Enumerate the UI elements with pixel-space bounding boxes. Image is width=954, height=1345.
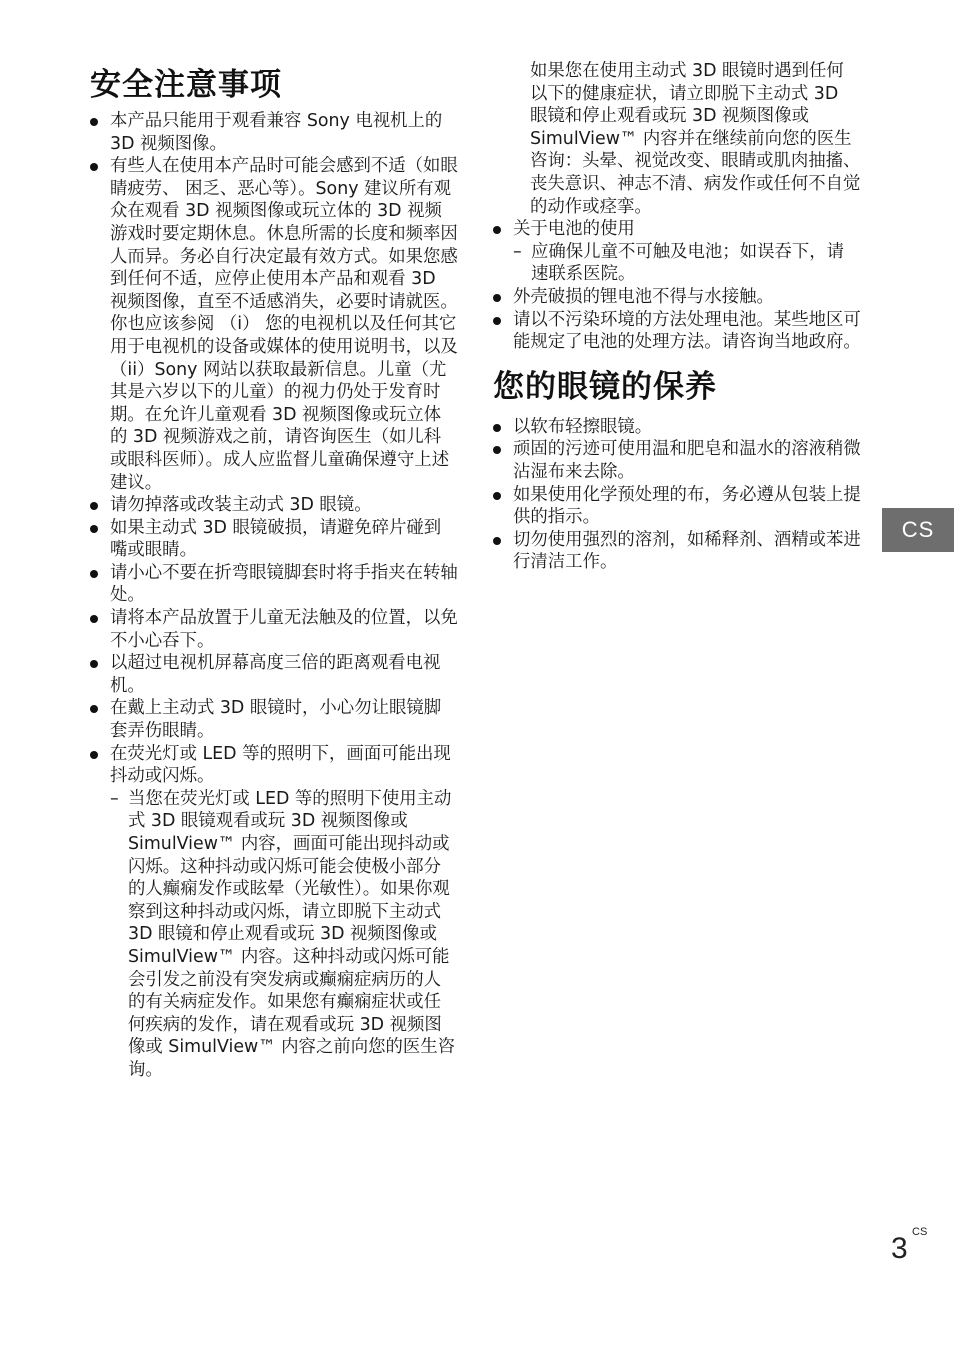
list-item: 在戴上主动式 3D 眼镜时，小心勿让眼镜脚套弄伤眼睛。 — [90, 697, 458, 742]
bullet-icon — [90, 118, 98, 126]
list-item: 如果使用化学预处理的布，务必遵从包装上提供的指示。 — [493, 484, 861, 529]
battery-list — [493, 218, 861, 354]
list-item: 请将本产品放置于儿童无法触及的位置，以免不小心吞下。 — [90, 607, 458, 652]
dash-marker: – — [513, 241, 522, 262]
list-item: 以超过电视机屏幕高度三倍的距离观看电视机。 — [90, 652, 458, 697]
list-item: 切勿使用强烈的溶剂，如稀释剂、酒精或苯进行清洁工作。 — [493, 529, 861, 574]
bullet-icon — [493, 317, 501, 325]
page-language-superscript: CS — [912, 1226, 928, 1238]
list-item: 关于电池的使用 – 应确保儿童不可触及电池；如误吞下，请速联系医院。 — [493, 218, 861, 286]
sub-item-battery: – 应确保儿童不可触及电池；如误吞下，请速联系医院。 — [513, 241, 845, 285]
safety-heading: 安全注意事项 — [90, 67, 282, 103]
right-column — [493, 60, 861, 574]
bullet-icon — [90, 660, 98, 668]
safety-list — [90, 110, 458, 1082]
bullet-icon — [493, 424, 501, 432]
list-item: 以软布轻擦眼镜。 — [493, 416, 861, 439]
bullet-icon — [493, 446, 501, 454]
dash-marker: – — [110, 788, 119, 809]
bullet-icon — [493, 492, 501, 500]
left-column — [90, 60, 458, 1082]
continuation-paragraph: 如果您在使用主动式 3D 眼镜时遇到任何以下的健康症状，请立即脱下主动式 3D 眼镜和停止观看或玩 3D 视频图像或 SimulView™ 内容并在继续前向您的医生咨询：头晕、视觉改变、眼睛或肌肉抽搐、丧失意识、神志不清、病发作或任何不自觉的动作或痉挛。 — [530, 61, 861, 217]
list-item: 如果主动式 3D 眼镜破损，请避免碎片碰到嘴或眼睛。 — [90, 517, 458, 562]
bullet-icon — [90, 615, 98, 623]
language-tab: CS — [882, 508, 954, 552]
list-item: 请小心不要在折弯眼镜脚套时将手指夹在转轴处。 — [90, 562, 458, 607]
page-number: 3 — [891, 1232, 908, 1265]
care-heading: 您的眼镜的保养 — [493, 368, 717, 405]
bullet-icon — [493, 226, 501, 234]
bullet-icon — [493, 537, 501, 545]
list-item: 在荧光灯或 LED 等的照明下，画面可能出现抖动或闪烁。 – 当您在荧光灯或 LED 等的照明下使用主动式 3D 眼镜观看或玩 3D 视频图像或 SimulView™ 内容，画面可能出现抖动或闪烁。这种抖动或闪烁可能会使极小部分的人癫痫发作或眩晕（光敏性）。如果你观察到这种抖动或闪烁，请立即脱下主动式 3D 眼镜和停止观看或玩 3D 视频图像或 SimulView™ 内容。这种抖动或闪烁可能会引发之前没有突发病或癫痫症病历的人的有关病症发作。如果您有癫痫症状或任何疾病的发作，请在观看或玩 3D 视频图像或 SimulView™ 内容之前向您的医生咨询。 — [90, 743, 458, 1082]
list-item: 本产品只能用于观看兼容 Sony 电视机上的 3D 视频图像。 — [90, 110, 458, 155]
list-item: 顽固的污迹可使用温和肥皂和温水的溶液稍微沾湿布来去除。 — [493, 438, 861, 483]
bullet-icon — [90, 502, 98, 510]
list-item: 请勿掉落或改装主动式 3D 眼镜。 — [90, 494, 458, 517]
bullet-icon — [90, 163, 98, 171]
list-item: 外壳破损的锂电池不得与水接触。 — [493, 286, 861, 309]
bullet-icon — [90, 705, 98, 713]
bullet-icon — [90, 570, 98, 578]
sub-item-flicker: – 当您在荧光灯或 LED 等的照明下使用主动式 3D 眼镜观看或玩 3D 视频图像或 SimulView™ 内容，画面可能出现抖动或闪烁。这种抖动或闪烁可能会使极小部分的人癫痫发作或眩晕（光敏性）。如果你观察到这种抖动或闪烁，请立即脱下主动式 3D 眼镜和停止观看或玩 3D 视频图像或 SimulView™ 内容。这种抖动或闪烁可能会引发之前没有突发病或癫痫症病历的人的有关病症发作。如果您有癫痫症状或任何疾病的发作，请在观看或玩 3D 视频图像或 SimulView™ 内容之前向您的医生咨询。 — [110, 788, 456, 1080]
bullet-icon — [90, 751, 98, 759]
bullet-icon — [493, 294, 501, 302]
care-list — [493, 416, 861, 574]
list-item: 有些人在使用本产品时可能会感到不适（如眼睛疲劳、 困乏、恶心等）。Sony 建议所有观众在观看 3D 视频图像或玩立体的 3D 视频游戏时要定期休息。休息所需的长度和频率因人而异。务必自行决定最有效方式。如果您感到任何不适，应停止使用本产品和观看 3D 视频图像，直至不适感消失，必要时请就医。你也应该参阅 （i） 您的电视机以及任何其它用于电视机的设备或媒体的使用说明书，以及（ii）Sony 网站以获取最新信息。儿童（尤其是六岁以下的儿童）的视力仍处于发育时期。在允许儿童观看 3D 视频图像或玩立体的 3D 视频游戏之前，请咨询医生（如儿科或眼科医师）。成人应监督儿童确保遵守上述建议。 — [90, 155, 458, 494]
list-item: 请以不污染环境的方法处理电池。某些地区可能规定了电池的处理方法。请咨询当地政府。 — [493, 309, 861, 354]
bullet-icon — [90, 525, 98, 533]
